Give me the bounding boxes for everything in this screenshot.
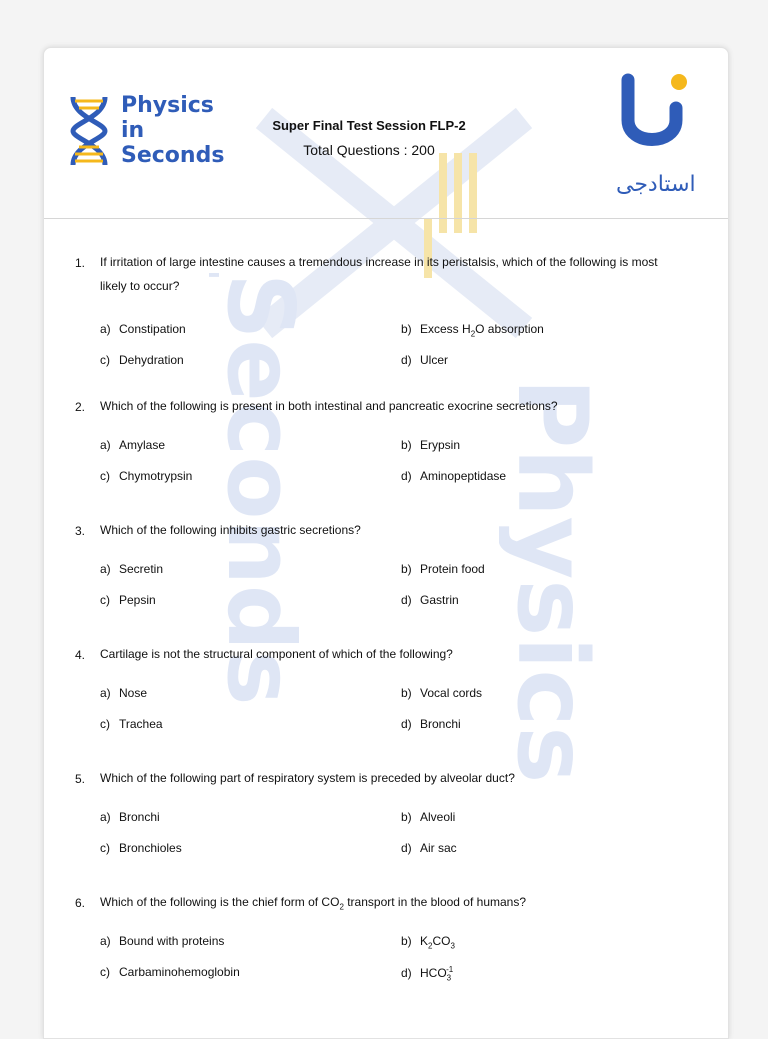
option-b: b) Erypsin xyxy=(401,438,461,452)
option-b: b) Alveoli xyxy=(401,810,456,824)
option-d: d) Air sac xyxy=(401,841,457,855)
option-a: a) Bronchi xyxy=(100,810,160,824)
question-number: 3. xyxy=(75,524,86,538)
option-c: c) Trachea xyxy=(100,717,163,731)
logo-line-1: Physics xyxy=(121,93,214,118)
svg-text:Physics: Physics xyxy=(499,378,599,784)
question-text: Which of the following part of respiratory system is preceded by alveolar duct? xyxy=(100,771,515,785)
logo-line-3: Seconds xyxy=(121,143,225,168)
option-b: b) Vocal cords xyxy=(401,686,483,700)
logo-line-2: in xyxy=(121,118,145,143)
document-page xyxy=(43,47,729,1039)
option-c: c) Bronchioles xyxy=(100,841,182,855)
header-divider xyxy=(44,218,728,219)
total-questions: Total Questions : 200 xyxy=(303,142,435,158)
question-text: Cartilage is not the structural component of which of the following? xyxy=(100,647,453,661)
option-b: b) Excess $H_2O$ absorption xyxy=(401,322,544,339)
question-text: Which of the following is the chief form of $CO_2$ transport in the blood of humans? xyxy=(100,895,527,912)
question-number: 5. xyxy=(75,772,86,786)
option-c: c) Pepsin xyxy=(100,593,156,607)
option-a: a) Nose xyxy=(100,686,148,700)
option-d: d) Aminopeptidase xyxy=(401,469,507,483)
option-c: c) Carbaminohemoglobin xyxy=(100,965,240,979)
svg-text:Seconds: Seconds xyxy=(209,273,299,706)
option-d: d) Gastrin xyxy=(401,593,459,607)
question-text: Which of the following inhibits gastric secretions? xyxy=(100,523,361,537)
question-number: 1. xyxy=(75,256,86,270)
watermark-text-physics xyxy=(499,378,599,1038)
question-number: 6. xyxy=(75,896,86,910)
option-d: d) Bronchi xyxy=(401,717,461,731)
question-number: 4. xyxy=(75,648,86,662)
option-c: c) Dehydration xyxy=(100,353,184,367)
option-b: b) $K_2CO_3$ xyxy=(401,934,455,951)
option-a: a) Secretin xyxy=(100,562,164,576)
question-text: If irritation of large intestine causes a tremendous increase in its peristalsis, which of the following is most likely to occur? xyxy=(100,255,658,293)
option-d: d) Ulcer xyxy=(401,353,449,367)
question-number: 2. xyxy=(75,400,86,414)
dna-icon xyxy=(69,95,109,167)
physics-in-seconds-logo xyxy=(69,93,234,173)
question-text: Which of the following is present in both intestinal and pancreatic exocrine secretions? xyxy=(100,399,558,413)
ustad-g-logo xyxy=(614,68,704,208)
option-a: a) Constipation xyxy=(100,322,186,336)
option-b: b) Protein food xyxy=(401,562,485,576)
test-title-block xyxy=(224,118,514,158)
svg-text:in: in xyxy=(209,273,234,351)
option-a: a) Bound with proteins xyxy=(100,934,225,948)
ustad-g-wordmark: استادجی xyxy=(616,172,696,197)
u-icon xyxy=(614,68,704,168)
option-d: d) $HCO_3^{-1}$ xyxy=(401,965,454,983)
test-title: Super Final Test Session FLP-2 xyxy=(272,118,466,133)
option-a: a) Amylase xyxy=(100,438,166,452)
option-c: c) Chymotrypsin xyxy=(100,469,193,483)
